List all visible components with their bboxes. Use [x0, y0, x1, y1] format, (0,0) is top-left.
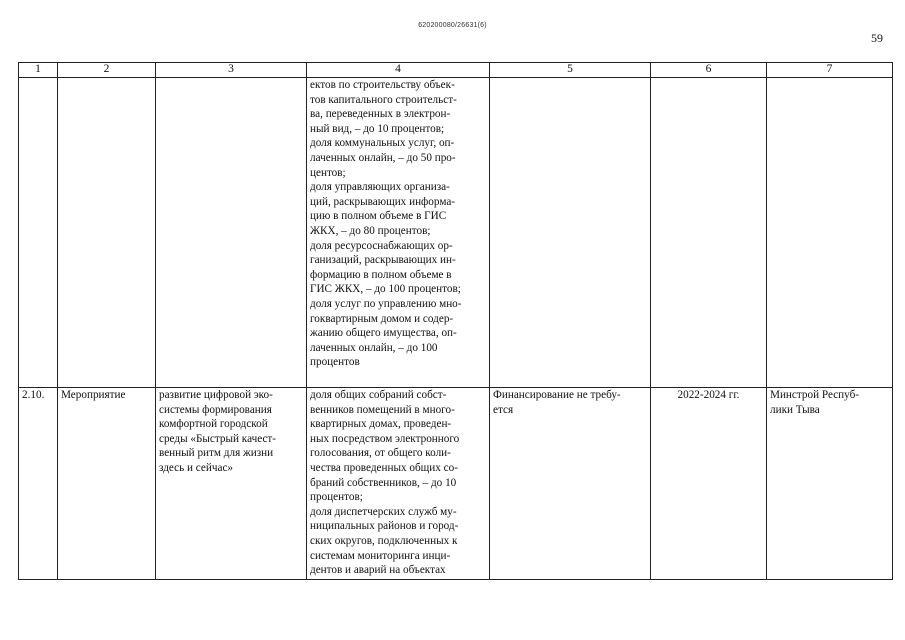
- cell-empty: [19, 78, 58, 388]
- text-line: ганизаций, раскрывающих ин-: [310, 254, 456, 267]
- text-line: Финансирование не требу-: [493, 389, 621, 401]
- text-line: формацию в полном объеме в: [310, 268, 452, 281]
- cell-empty: [58, 78, 156, 388]
- indicators-cell: [307, 388, 490, 580]
- text-line: Минстрой Респуб-: [770, 389, 860, 401]
- text-line: ных посредством электронного: [310, 432, 460, 445]
- text-line: жанию общего имущества, оп-: [310, 327, 457, 340]
- cell-empty: [651, 78, 767, 388]
- cell-empty: [156, 78, 307, 388]
- responsible-cell: [767, 388, 893, 580]
- text-line: гоквартирным домом и содер-: [310, 312, 454, 325]
- text-line: ниципальных районов и город-: [310, 520, 459, 533]
- text-line: голосования, от общего коли-: [310, 447, 451, 460]
- column-header-1: 1: [19, 63, 58, 78]
- text-line: центов;: [310, 166, 346, 179]
- document-id: 620200080/26631(6): [418, 22, 487, 29]
- column-number-header-row: [19, 63, 893, 78]
- text-line: доля управляющих организа-: [310, 181, 450, 194]
- text-line: развитие цифровой эко-: [159, 389, 273, 401]
- column-header-7: 7: [767, 63, 893, 78]
- text-line: среды «Быстрый качест-: [159, 432, 277, 445]
- text-line: доля услуг по управлению мно-: [310, 297, 462, 310]
- text-line: ГИС ЖКХ, – до 100 процентов;: [310, 283, 461, 296]
- measure-name-cell: [156, 388, 307, 580]
- column-header-5: 5: [490, 63, 651, 78]
- measures-table: [18, 62, 893, 580]
- column-header-4: 4: [307, 63, 490, 78]
- column-header-3: 3: [156, 63, 307, 78]
- text-line: процентов: [310, 356, 360, 369]
- text-line: лики Тыва: [770, 403, 820, 416]
- column-header-6: 6: [651, 63, 767, 78]
- text-line: ЖКХ, – до 80 процентов;: [310, 224, 431, 237]
- text-line: системы формирования: [159, 403, 272, 416]
- text-line: ный вид, – до 10 процентов;: [310, 122, 445, 135]
- text-line: ектов по строительству объек-: [310, 79, 455, 91]
- text-line: лаченных онлайн, – до 50 про-: [310, 151, 456, 164]
- item-number-cell: 2.10.: [19, 388, 58, 580]
- cell-empty: [490, 78, 651, 388]
- text-line: ций, раскрывающих информа-: [310, 195, 456, 208]
- text-line: венников помещений в много-: [310, 403, 455, 416]
- text-line: доля коммунальных услуг, оп-: [310, 137, 455, 150]
- item-type-cell: Мероприятие: [58, 388, 156, 580]
- financing-cell: [490, 388, 651, 580]
- cell-empty: [767, 78, 893, 388]
- column-header-2: 2: [58, 63, 156, 78]
- page-number: 59: [871, 31, 883, 45]
- text-line: процентов;: [310, 491, 363, 504]
- text-line: ется: [493, 403, 514, 416]
- years-cell: 2022-2024 гг.: [651, 388, 767, 580]
- text-line: ва, переведенных в электрон-: [310, 108, 451, 121]
- text-line: ских округов, подключенных к: [310, 534, 458, 547]
- text-line: системам мониторинга инци-: [310, 549, 451, 562]
- text-line: здесь и сейчас»: [159, 461, 234, 474]
- text-line: квартирных домах, проведен-: [310, 418, 452, 431]
- text-line: комфортной городской: [159, 418, 268, 431]
- text-line: браний собственников, – до 10: [310, 476, 457, 489]
- text-line: доля общих собраний собст-: [310, 389, 447, 401]
- indicators-cell-continued: [307, 78, 490, 388]
- text-line: венный ритм для жизни: [159, 447, 274, 460]
- text-line: доля ресурсоснабжающих ор-: [310, 239, 453, 252]
- text-line: дентов и аварий на объектах: [310, 564, 446, 577]
- text-line: чества проведенных общих со-: [310, 461, 458, 474]
- table-row-2-10: [19, 388, 893, 580]
- text-line: доля диспетчерских служб му-: [310, 505, 457, 518]
- text-line: цию в полном объеме в ГИС: [310, 210, 447, 223]
- table-row-continued: [19, 78, 893, 388]
- text-line: тов капитального строительст-: [310, 93, 457, 106]
- text-line: лаченных онлайн, – до 100: [310, 341, 438, 354]
